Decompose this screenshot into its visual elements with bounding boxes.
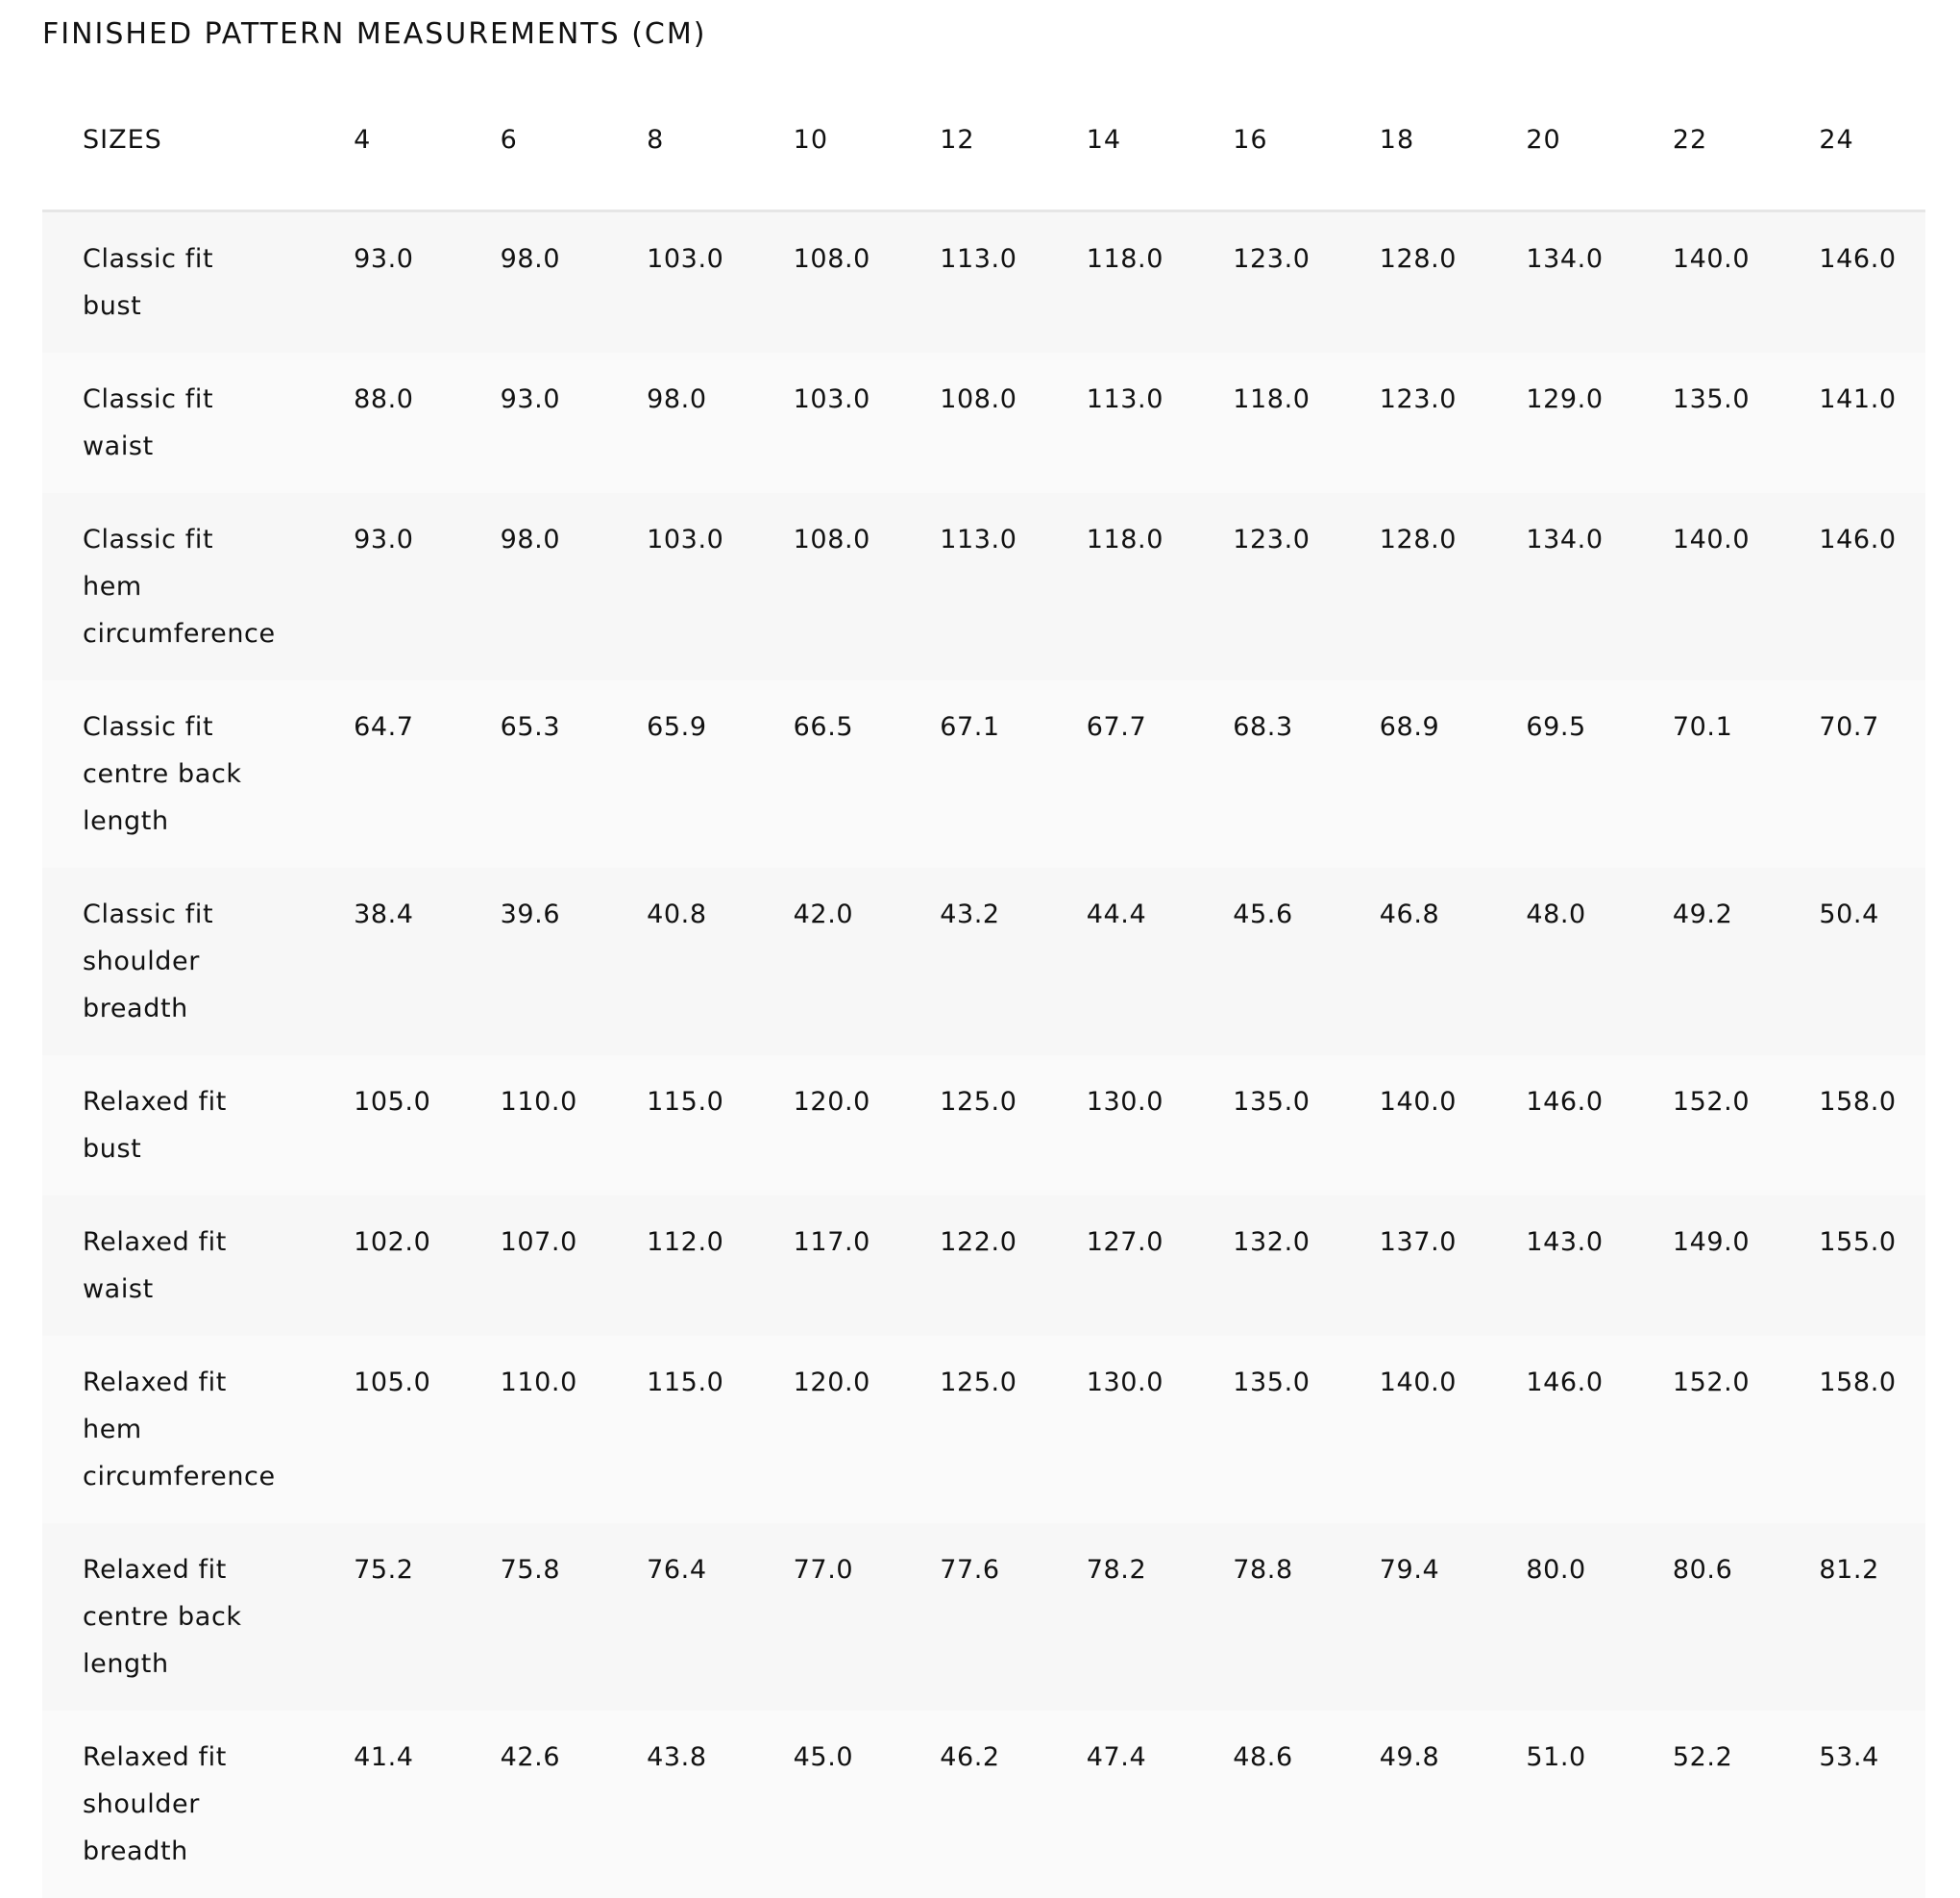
measurement-cell: 44.4	[1046, 868, 1193, 1055]
table-row	[42, 353, 1925, 493]
measurement-cell: 146.0	[1778, 493, 1925, 680]
measurement-cell: 98.0	[606, 353, 753, 493]
size-header-cell: 10	[753, 81, 900, 211]
measurement-cell: 123.0	[1192, 211, 1339, 354]
measurement-cell: 123.0	[1192, 493, 1339, 680]
measurement-cell: 108.0	[753, 493, 900, 680]
row-label: Classic fit waist	[42, 353, 313, 493]
measurement-cell: 135.0	[1192, 1055, 1339, 1195]
measurement-cell: 98.0	[460, 211, 607, 354]
table-row	[42, 1711, 1925, 1898]
measurement-cell: 103.0	[606, 493, 753, 680]
table-row	[42, 211, 1925, 354]
measurement-cell: 45.6	[1192, 868, 1339, 1055]
measurement-cell: 140.0	[1339, 1336, 1486, 1523]
measurement-cell: 115.0	[606, 1055, 753, 1195]
measurement-cell: 130.0	[1046, 1336, 1193, 1523]
measurements-table	[42, 81, 1925, 1898]
measurement-cell: 40.8	[606, 868, 753, 1055]
row-label: Relaxed fit hem circumference	[42, 1336, 313, 1523]
measurement-cell: 113.0	[899, 493, 1046, 680]
table-row	[42, 1055, 1925, 1195]
measurement-cell: 158.0	[1778, 1055, 1925, 1195]
measurement-cell: 158.0	[1778, 1336, 1925, 1523]
measurement-cell: 107.0	[460, 1195, 607, 1336]
measurement-cell: 51.0	[1485, 1711, 1632, 1898]
size-header-cell: 24	[1778, 81, 1925, 211]
measurement-cell: 105.0	[313, 1336, 460, 1523]
measurement-cell: 123.0	[1339, 353, 1486, 493]
measurement-cell: 88.0	[313, 353, 460, 493]
size-header-cell: 6	[460, 81, 607, 211]
measurement-cell: 130.0	[1046, 1055, 1193, 1195]
measurement-cell: 140.0	[1632, 493, 1779, 680]
measurement-cell: 79.4	[1339, 1523, 1486, 1711]
table-row	[42, 1523, 1925, 1711]
measurement-cell: 125.0	[899, 1336, 1046, 1523]
measurement-cell: 135.0	[1192, 1336, 1339, 1523]
row-label: Classic fit bust	[42, 211, 313, 354]
size-header-cell: 4	[313, 81, 460, 211]
measurement-cell: 43.2	[899, 868, 1046, 1055]
row-label: Classic fit hem circumference	[42, 493, 313, 680]
measurement-cell: 48.6	[1192, 1711, 1339, 1898]
table-row	[42, 493, 1925, 680]
row-label: Classic fit centre back length	[42, 680, 313, 868]
measurement-cell: 39.6	[460, 868, 607, 1055]
row-label: Relaxed fit waist	[42, 1195, 313, 1336]
size-header-cell: 20	[1485, 81, 1632, 211]
table-row	[42, 868, 1925, 1055]
measurement-cell: 43.8	[606, 1711, 753, 1898]
measurement-cell: 46.8	[1339, 868, 1486, 1055]
measurement-cell: 140.0	[1632, 211, 1779, 354]
measurement-cell: 68.3	[1192, 680, 1339, 868]
measurement-cell: 47.4	[1046, 1711, 1193, 1898]
measurement-cell: 108.0	[753, 211, 900, 354]
measurement-cell: 70.1	[1632, 680, 1779, 868]
measurement-cell: 120.0	[753, 1336, 900, 1523]
measurement-cell: 68.9	[1339, 680, 1486, 868]
row-label: Relaxed fit bust	[42, 1055, 313, 1195]
measurement-cell: 125.0	[899, 1055, 1046, 1195]
size-header-cell: 18	[1339, 81, 1486, 211]
measurement-cell: 76.4	[606, 1523, 753, 1711]
table-body	[42, 211, 1925, 1898]
table-row	[42, 1195, 1925, 1336]
measurement-cell: 67.7	[1046, 680, 1193, 868]
table-row	[42, 1336, 1925, 1523]
measurement-cell: 80.0	[1485, 1523, 1632, 1711]
sizes-header-label: SIZES	[42, 81, 313, 211]
measurement-cell: 155.0	[1778, 1195, 1925, 1336]
size-header-cell: 14	[1046, 81, 1193, 211]
row-label: Classic fit shoulder breadth	[42, 868, 313, 1055]
measurement-cell: 134.0	[1485, 211, 1632, 354]
measurement-cell: 146.0	[1485, 1055, 1632, 1195]
measurement-cell: 98.0	[460, 493, 607, 680]
measurement-cell: 122.0	[899, 1195, 1046, 1336]
measurement-cell: 102.0	[313, 1195, 460, 1336]
measurement-cell: 50.4	[1778, 868, 1925, 1055]
measurement-cell: 113.0	[1046, 353, 1193, 493]
row-label: Relaxed fit centre back length	[42, 1523, 313, 1711]
measurement-cell: 152.0	[1632, 1055, 1779, 1195]
row-label: Relaxed fit shoulder breadth	[42, 1711, 313, 1898]
measurement-cell: 80.6	[1632, 1523, 1779, 1711]
measurement-cell: 66.5	[753, 680, 900, 868]
measurement-cell: 149.0	[1632, 1195, 1779, 1336]
measurement-cell: 105.0	[313, 1055, 460, 1195]
measurement-cell: 103.0	[753, 353, 900, 493]
measurement-cell: 75.8	[460, 1523, 607, 1711]
measurement-cell: 93.0	[313, 211, 460, 354]
measurement-cell: 127.0	[1046, 1195, 1193, 1336]
size-header-cell: 12	[899, 81, 1046, 211]
measurement-cell: 45.0	[753, 1711, 900, 1898]
measurement-cell: 137.0	[1339, 1195, 1486, 1336]
header-row	[42, 81, 1925, 211]
measurement-cell: 78.2	[1046, 1523, 1193, 1711]
measurement-cell: 78.8	[1192, 1523, 1339, 1711]
measurement-cell: 152.0	[1632, 1336, 1779, 1523]
measurement-cell: 70.7	[1778, 680, 1925, 868]
size-header-cell: 22	[1632, 81, 1779, 211]
measurement-cell: 146.0	[1778, 211, 1925, 354]
measurement-cell: 118.0	[1046, 211, 1193, 354]
measurement-cell: 41.4	[313, 1711, 460, 1898]
measurement-cell: 93.0	[460, 353, 607, 493]
measurement-cell: 128.0	[1339, 211, 1486, 354]
measurement-cell: 53.4	[1778, 1711, 1925, 1898]
measurement-cell: 49.2	[1632, 868, 1779, 1055]
measurement-cell: 117.0	[753, 1195, 900, 1336]
measurement-cell: 113.0	[899, 211, 1046, 354]
measurement-cell: 46.2	[899, 1711, 1046, 1898]
measurement-cell: 49.8	[1339, 1711, 1486, 1898]
measurement-cell: 112.0	[606, 1195, 753, 1336]
measurement-cell: 69.5	[1485, 680, 1632, 868]
measurement-cell: 128.0	[1339, 493, 1486, 680]
measurement-cell: 48.0	[1485, 868, 1632, 1055]
measurement-cell: 67.1	[899, 680, 1046, 868]
measurement-cell: 118.0	[1046, 493, 1193, 680]
measurement-cell: 64.7	[313, 680, 460, 868]
measurement-cell: 110.0	[460, 1055, 607, 1195]
measurement-cell: 42.6	[460, 1711, 607, 1898]
measurement-cell: 141.0	[1778, 353, 1925, 493]
measurement-cell: 65.3	[460, 680, 607, 868]
measurement-cell: 134.0	[1485, 493, 1632, 680]
measurement-cell: 42.0	[753, 868, 900, 1055]
size-header-cell: 16	[1192, 81, 1339, 211]
table-header	[42, 81, 1925, 211]
measurement-cell: 81.2	[1778, 1523, 1925, 1711]
measurement-cell: 65.9	[606, 680, 753, 868]
measurement-cell: 108.0	[899, 353, 1046, 493]
measurement-cell: 103.0	[606, 211, 753, 354]
measurement-cell: 146.0	[1485, 1336, 1632, 1523]
measurement-cell: 110.0	[460, 1336, 607, 1523]
measurement-cell: 120.0	[753, 1055, 900, 1195]
measurement-cell: 129.0	[1485, 353, 1632, 493]
measurement-cell: 115.0	[606, 1336, 753, 1523]
measurement-cell: 77.0	[753, 1523, 900, 1711]
measurement-cell: 75.2	[313, 1523, 460, 1711]
measurement-cell: 77.6	[899, 1523, 1046, 1711]
measurement-cell: 118.0	[1192, 353, 1339, 493]
measurement-cell: 93.0	[313, 493, 460, 680]
page-title: FINISHED PATTERN MEASUREMENTS (CM)	[42, 17, 706, 51]
table-row	[42, 680, 1925, 868]
size-header-cell: 8	[606, 81, 753, 211]
measurement-cell: 140.0	[1339, 1055, 1486, 1195]
measurement-cell: 52.2	[1632, 1711, 1779, 1898]
measurement-cell: 38.4	[313, 868, 460, 1055]
measurement-cell: 135.0	[1632, 353, 1779, 493]
measurement-cell: 143.0	[1485, 1195, 1632, 1336]
measurement-cell: 132.0	[1192, 1195, 1339, 1336]
